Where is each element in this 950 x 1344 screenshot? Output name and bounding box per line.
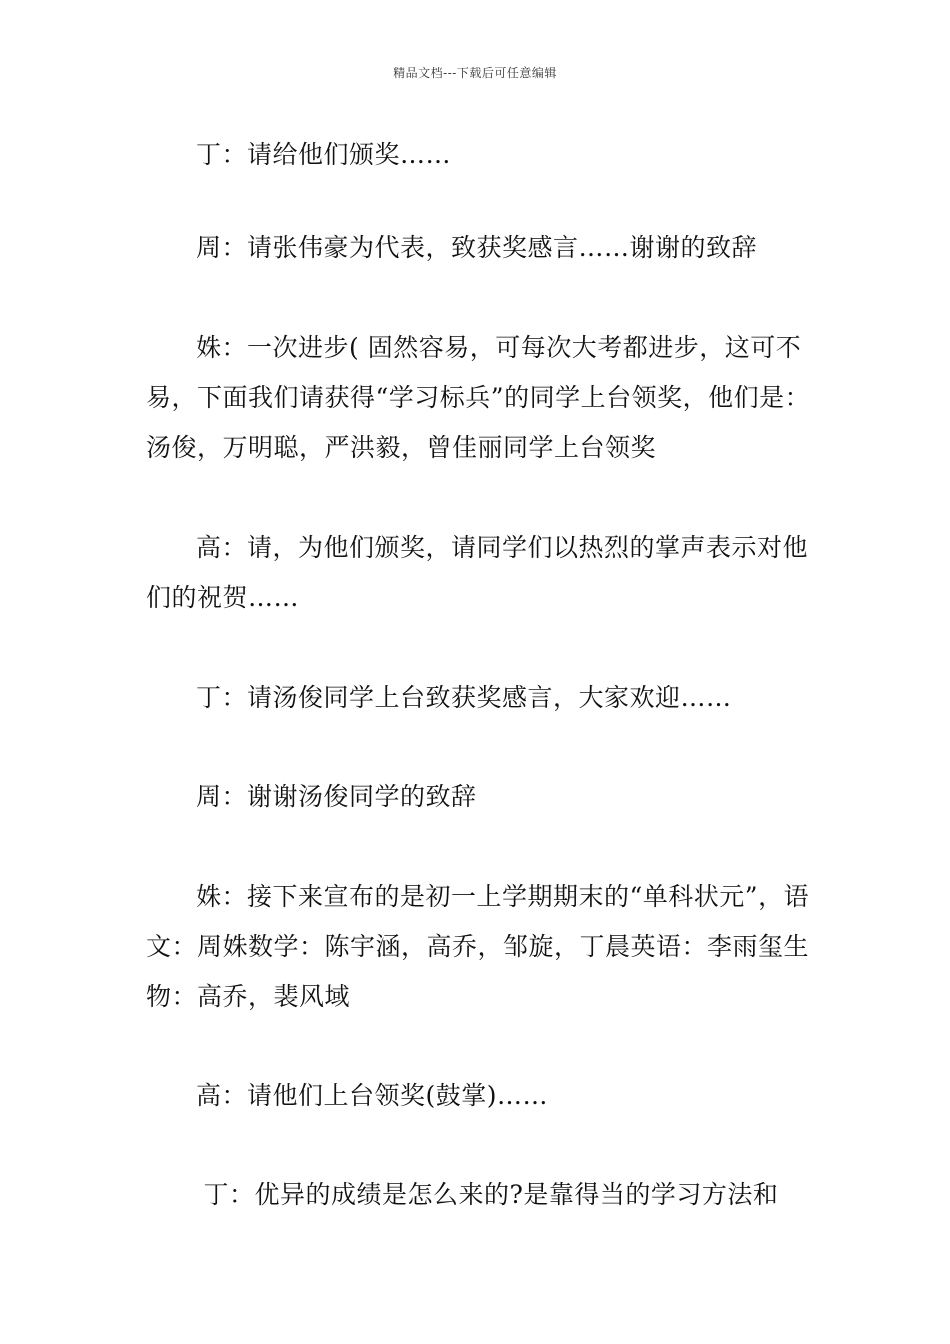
dialogue-paragraph: 周：请张伟豪为代表，致获奖感言……谢谢的致辞 — [196, 233, 758, 262]
dialogue-paragraph: 姝：一次进步( 固然容易，可每次大考都进步，这可不易，下面我们请获得“学习标兵”的同学上台领奖，他们是：汤俊，万明聪，严洪毅，曾佳丽同学上台领奖 — [146, 333, 811, 462]
dialogue-paragraph: 丁：请给他们颁奖…… — [196, 140, 452, 169]
dialogue-paragraph: 高：请，为他们颁奖，请同学们以热烈的掌声表示对他们的祝贺…… — [146, 533, 809, 612]
page-header: 精品文档---下载后可任意编辑 — [393, 66, 557, 80]
dialogue-paragraph: 丁：优异的成绩是怎么来的?是靠得当的学习方法和 — [203, 1180, 779, 1209]
dialogue-paragraph: 周：谢谢汤俊同学的致辞 — [196, 782, 477, 811]
dialogue-paragraph: 丁：请汤俊同学上台致获奖感言，大家欢迎…… — [196, 683, 732, 712]
dialogue-paragraph: 姝：接下来宣布的是初一上学期期末的“单科状元”，语文：周姝数学：陈宇涵，高乔，邹旋，丁晨英语：李雨玺生物：高乔，裴风域 — [146, 882, 810, 1011]
dialogue-paragraph: 高：请他们上台领奖(鼓掌)…… — [196, 1081, 549, 1110]
